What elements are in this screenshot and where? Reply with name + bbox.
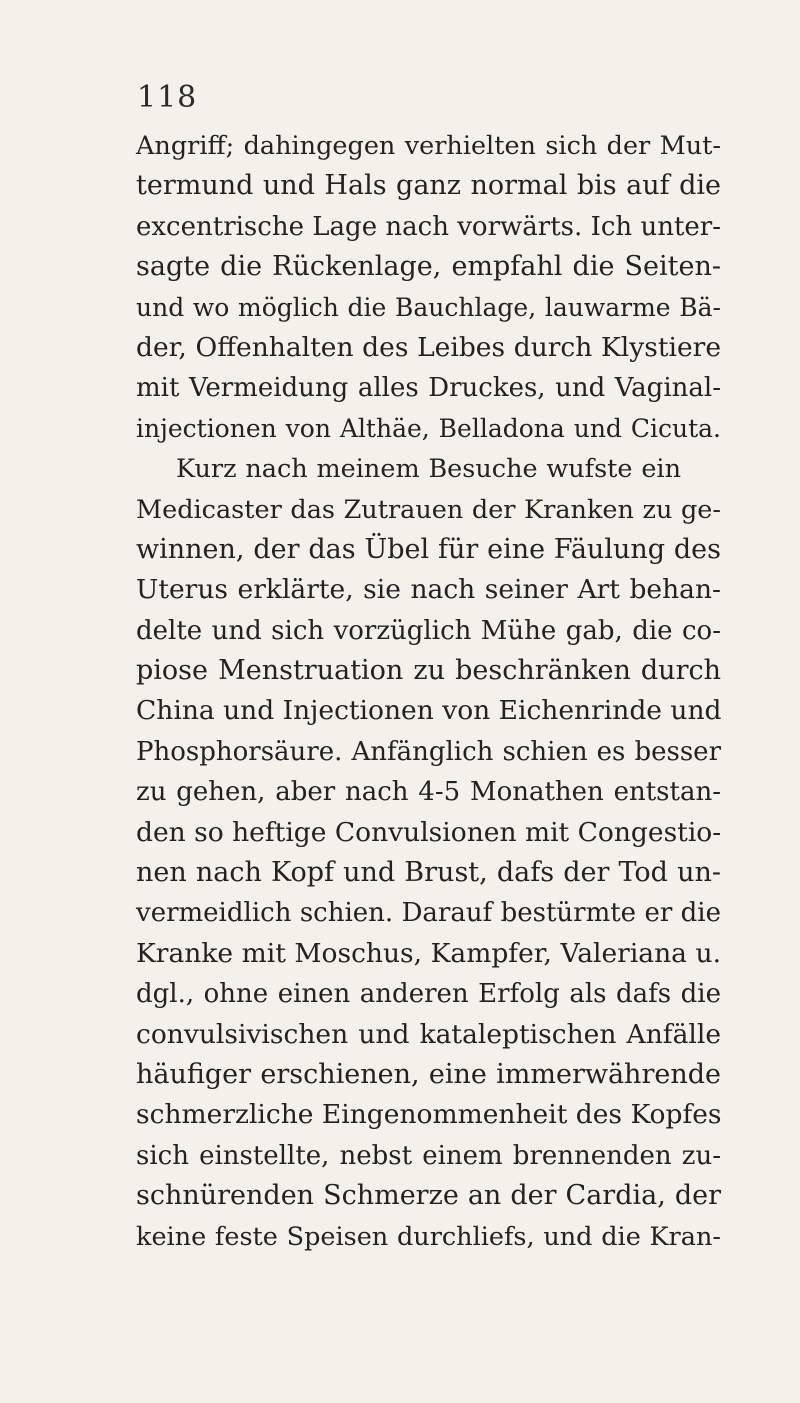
text-line: häufiger erschienen, eine immerwährende	[136, 1058, 721, 1090]
text-line: excentrische Lage nach vorwärts. Ich unter-	[136, 211, 721, 242]
body-text	[136, 126, 721, 1257]
text-line: Phosphorsäure. Anfänglich schien es besser	[136, 736, 721, 767]
text-line: Medicaster das Zutrauen der Kranken zu ge-	[136, 494, 721, 525]
text-line: dgl., ohne einen anderen Erfolg als dafs die	[136, 979, 721, 1010]
text-line: Angriff; dahingegen verhielten sich der Mut-	[136, 131, 721, 161]
text-line: sagte die Rückenlage, empfahl die Seiten-	[136, 251, 721, 283]
text-line: sich einstellte, nebst einem brennenden zu-	[136, 1140, 721, 1171]
text-line: der, Offenhalten des Leibes durch Klystiere	[136, 331, 721, 363]
text-line: vermeidlich schien. Darauf bestürmte er die	[136, 898, 721, 929]
text-line: termund und Hals ganz normal bis auf die	[136, 170, 721, 202]
text-line: piose Menstruation zu beschränken durch	[136, 655, 721, 687]
text-line: injectionen von Althäe, Belladona und Cicuta.	[136, 413, 721, 443]
text-line: convulsivischen und kataleptischen Anfälle	[136, 1018, 721, 1050]
text-line: Uterus erklärte, sie nach seiner Art behan-	[136, 574, 721, 606]
page-number: 118	[137, 80, 198, 115]
text-line: winnen, der das Übel für eine Fäulung des	[136, 533, 721, 565]
text-line: Kranke mit Moschus, Kampfer, Valeriana u.	[136, 937, 721, 969]
text-line: keine feste Speisen durchliefs, und die Kran-	[136, 1221, 721, 1252]
text-line: schnürenden Schmerze an der Cardia, der	[136, 1180, 721, 1212]
text-line: China und Injectionen von Eichenrinde und	[136, 695, 722, 727]
text-line: und wo möglich die Bauchlage, lauwarme Bä-	[136, 292, 721, 322]
text-line: den so heftige Convulsionen mit Congestio-	[136, 816, 722, 848]
text-line: schmerzliche Eingenommenheit des Kopfes	[136, 1099, 722, 1131]
text-line: Kurz nach meinem Besuche wufste ein	[176, 454, 681, 485]
text-line: mit Vermeidung alles Druckes, und Vaginal-	[136, 373, 721, 404]
text-line: delte und sich vorzüglich Mühe gab, die co-	[136, 615, 721, 646]
text-line: nen nach Kopf und Brust, dafs der Tod un-	[136, 857, 721, 889]
text-line: zu gehen, aber nach 4-5 Monathen entstan-	[136, 777, 721, 808]
